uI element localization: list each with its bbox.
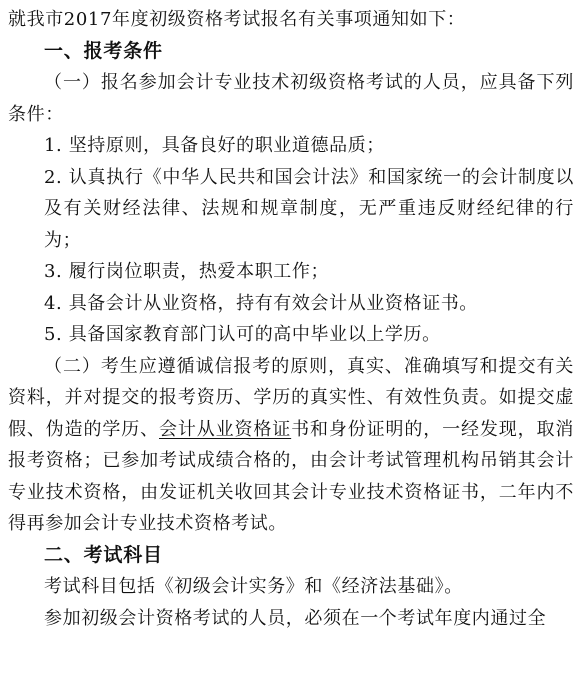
subsection-2-text-after: 书和身份证明的，一经发现，取消报考资格；已参加考试成绩合格的，由会计考试管理机构吊销其会计专业技术资格，由发证机关收回其会计专业技术资格证书，二年内不得再参加会计专业技术资格考试。 [8,418,575,534]
requirement-item-1: 1. 坚持原则，具备良好的职业道德品质； [44,135,385,156]
requirements-subsection-2 [8,351,574,540]
subsection-2-text-before: （二）考生应遵循诚信报考的原则，真实、准确填写和提交有关资料，并对提交的报考资历、学历的真实性、有效性负责。如提交虚假、伪造的学历、 [8,355,574,440]
accounting-certificate-link[interactable]: 会计从业资格证 [159,418,292,440]
section-heading-subjects: 二、考试科目 [44,543,163,566]
requirement-item-3: 3. 履行岗位职责，热爱本职工作； [44,261,330,282]
section-heading-requirements: 一、报考条件 [44,39,163,62]
subjects-paragraph: 考试科目包括《初级会计实务》和《经济法基础》。 [44,576,463,597]
requirement-item-4: 4. 具备会计从业资格，持有有效会计从业资格证书。 [44,292,478,314]
requirement-item-5: 5. 具备国家教育部门认可的高中毕业以上学历。 [44,324,441,345]
requirements-subsection-1: （一）报名参加会计专业技术初级资格考试的人员，应具备下列条件： [8,72,574,125]
intro-paragraph: 就我市2017年度初级资格考试报名有关事项通知如下： [8,9,466,30]
requirement-item-2: 2. 认真执行《中华人民共和国会计法》和国家统一的会计制度以及有关财经法律、法规和规章制度，无严重违反财经纪律的行为； [44,166,574,251]
subjects-paragraph-continued: 参加初级会计资格考试的人员，必须在一个考试年度内通过全 [44,607,547,629]
